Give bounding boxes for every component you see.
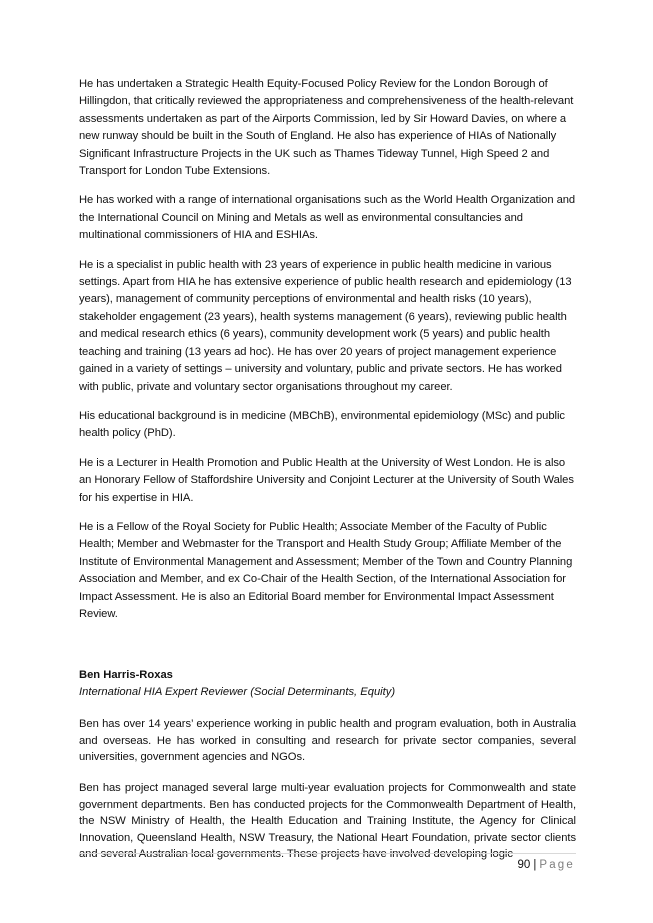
footer-separator: | <box>533 859 537 871</box>
page-body <box>79 76 576 877</box>
paragraph-education: His educational background is in medicine (MBChB), environmental epidemiology (MSc) and public health policy (PhD). <box>79 409 565 440</box>
paragraph-policy-review: He has undertaken a Strategic Health Equity-Focused Policy Review for the London Borough of Hillingdon, that critically reviewed the appropriateness and comprehensiveness of the health-relevant assessments undertaken as part of the Airports Commission, led by Sir Howard Davies, on where a new runway should be built in the South of England. He also has experience of HIAs of Nationally Significant Infrastructure Projects in the UK such as Thames Tideway Tunnel, High Speed 2 and Transport for London Tube Extensions. <box>79 78 574 178</box>
footer-divider <box>79 853 576 854</box>
bio-name: Ben Harris-Roxas <box>79 669 173 682</box>
paragraph-memberships: He is a Fellow of the Royal Society for Public Health; Associate Member of the Faculty of Public Health; Member and Webmaster for the Transport and Health Study Group; Affiliate Member of the Institute of Environmental Management and Assessment; Member of the Town and Country Planning Association and Member, and ex Co-Chair of the Health Section, of the International Association for Impact Assessment. He is also an Editorial Board member for Environmental Impact Assessment Review. <box>79 520 573 620</box>
bio-paragraph-projects: Ben has project managed several large multi-year evaluation projects for Commonwealth and state government departments. Ben has conducted projects for the Commonwealth Department of Health, the NSW Ministry of Health, the Health Education and Training Institute, the Agency for Clinical Innovation, Queensland Health, NSW Treasury, the National Heart Foundation, private sector clients and several Australian local governments. These projects have involved developing logic <box>79 782 576 861</box>
bio-role: International HIA Expert Reviewer (Social Determinants, Equity) <box>79 685 396 698</box>
paragraph-public-health-experience: He is a specialist in public health with 23 years of experience in public health medicine in various settings. Apart from HIA he has extensive experience of public health research and epidemiology (13 years), management of community perceptions of environmental and health risks (10 years), stakeholder engagement (23 years), health systems management (6 years), reviewing public health and medical research ethics (6 years), community development work (5 years) and public health teaching and training (13 years ad hoc). He has over 20 years of project management experience gained in a variety of settings – university and voluntary, public and private sectors. He has worked with public, private and voluntary sector organisations throughout my career. <box>79 258 572 393</box>
paragraph-lecturer-role: He is a Lecturer in Health Promotion and Public Health at the University of West London. He is also an Honorary Fellow of Staffordshire University and Conjoint Lecturer at the University of South Wales for his expertise in HIA. <box>79 456 574 504</box>
page-footer <box>518 858 575 872</box>
page-label: Page <box>539 859 575 871</box>
bio-paragraph-experience: Ben has over 14 years’ experience working in public health and program evaluation, both in Australia and overseas. He has worked in consulting and research for private sector companies, several universities, government agencies and NGOs. <box>79 718 576 763</box>
paragraph-international-organisations: He has worked with a range of international organisations such as the World Health Organization and the International Council on Mining and Metals as well as environmental consultancies and multinational commissioners of HIA and ESHIAs. <box>79 194 576 242</box>
page-number: 90 <box>517 859 531 871</box>
bio-section <box>79 667 576 862</box>
